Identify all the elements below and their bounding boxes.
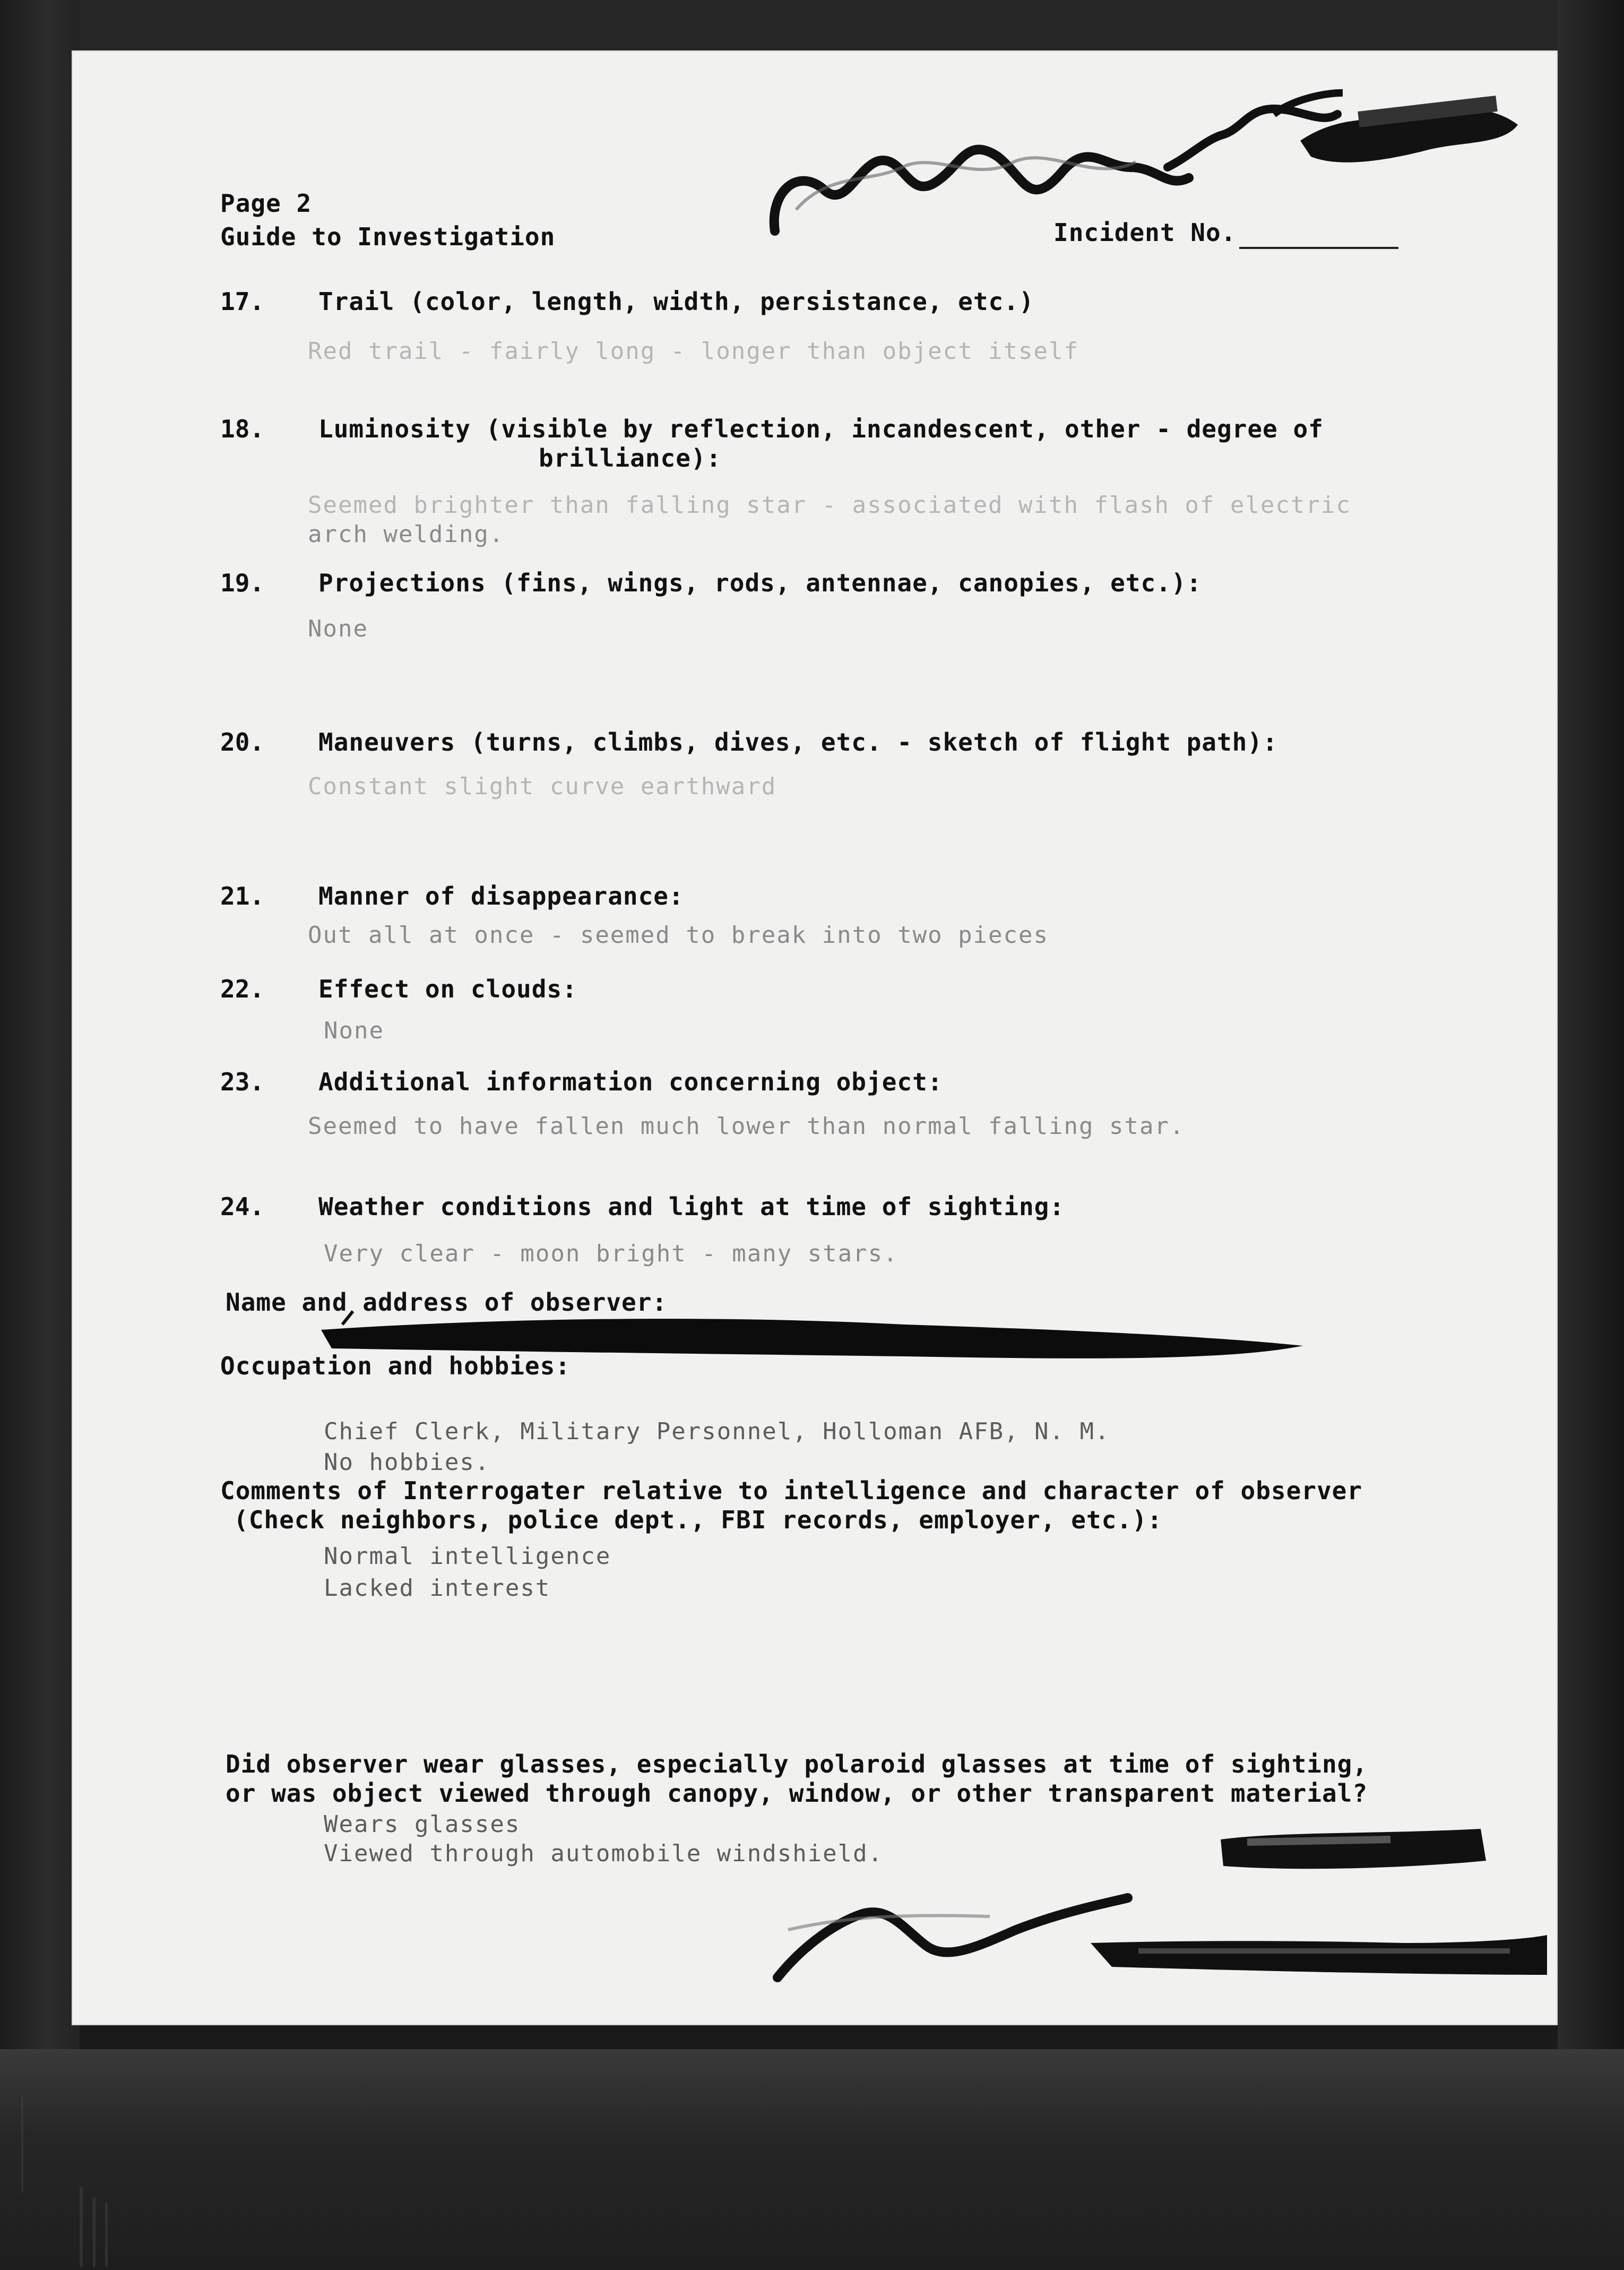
film-scratch (93, 2198, 96, 2267)
item-number: 18. (220, 415, 265, 443)
item-question: Weather conditions and light at time of sighting: (318, 1192, 1065, 1221)
item-number: 20. (220, 728, 265, 756)
item-question: Projections (fins, wings, rods, antennae, canopies, etc.): (318, 569, 1202, 597)
glasses-question: Did observer wear glasses, especially polaroid glasses at time of sighting, (226, 1750, 1368, 1778)
hobbies-answer: No hobbies. (324, 1449, 490, 1476)
item-question: Maneuvers (turns, climbs, dives, etc. - sketch of flight path): (318, 728, 1278, 756)
occupation-answer: Chief Clerk, Military Personnel, Holloman AFB, N. M. (324, 1418, 1110, 1445)
glasses-question-continued: or was object viewed through canopy, window, or other transparent material? (226, 1779, 1368, 1808)
observer-name-label: Name and address of observer: (226, 1288, 668, 1317)
incident-number-label: Incident No. (1053, 218, 1237, 247)
comments-label: Comments of Interrogater relative to intelligence and character of observer (220, 1476, 1363, 1505)
item-number: 23. (220, 1068, 265, 1096)
comments-answer-intelligence: Normal intelligence (324, 1543, 611, 1570)
occupation-label: Occupation and hobbies: (220, 1352, 571, 1380)
item-answer: None (324, 1017, 384, 1044)
item-question: Luminosity (visible by reflection, incandescent, other - degree of (318, 415, 1324, 443)
item-answer: Out all at once - seemed to break into two pieces (308, 922, 1049, 949)
item-question: Additional information concerning object: (318, 1068, 943, 1096)
item-number: 17. (220, 287, 265, 316)
item-number: 24. (220, 1192, 265, 1221)
glasses-answer-wears: Wears glasses (324, 1811, 521, 1838)
page-number: Page 2 (220, 189, 312, 218)
film-scratch (80, 2187, 83, 2267)
document-page (72, 50, 1558, 2025)
item-answer: Very clear - moon bright - many stars. (324, 1240, 899, 1267)
item-answer: Red trail - fairly long - longer than object itself (308, 338, 1079, 365)
film-scratch (105, 2203, 108, 2267)
bottom-classification-scribble (767, 1866, 1552, 1988)
item-answer: Seemed brighter than falling star - associated with flash of electric (308, 492, 1351, 519)
incident-number-field (1239, 247, 1398, 249)
item-number: 21. (220, 882, 265, 910)
item-question-continued: brilliance): (539, 444, 722, 472)
item-answer: None (308, 615, 368, 642)
item-answer: Constant slight curve earthward (308, 773, 777, 800)
film-edge-right (1558, 0, 1624, 2270)
item-answer: Seemed to have fallen much lower than normal falling star. (308, 1113, 1185, 1140)
comments-answer-interest: Lacked interest (324, 1575, 551, 1602)
item-question: Trail (color, length, width, persistance, etc.) (318, 287, 1034, 316)
form-title: Guide to Investigation (220, 222, 556, 251)
item-number: 19. (220, 569, 265, 597)
item-question: Manner of disappearance: (318, 882, 684, 910)
item-question: Effect on clouds: (318, 975, 577, 1003)
item-number: 22. (220, 975, 265, 1003)
film-edge-top (0, 0, 1624, 58)
glasses-answer-viewed: Viewed through automobile windshield. (324, 1840, 884, 1867)
film-edge-left (0, 0, 80, 2270)
comments-label-continued: (Check neighbors, police dept., FBI records, employer, etc.): (234, 1506, 1163, 1534)
film-edge-bottom (0, 2049, 1624, 2270)
film-scratch (21, 2097, 23, 2192)
item-answer-continued: arch welding. (308, 521, 505, 548)
